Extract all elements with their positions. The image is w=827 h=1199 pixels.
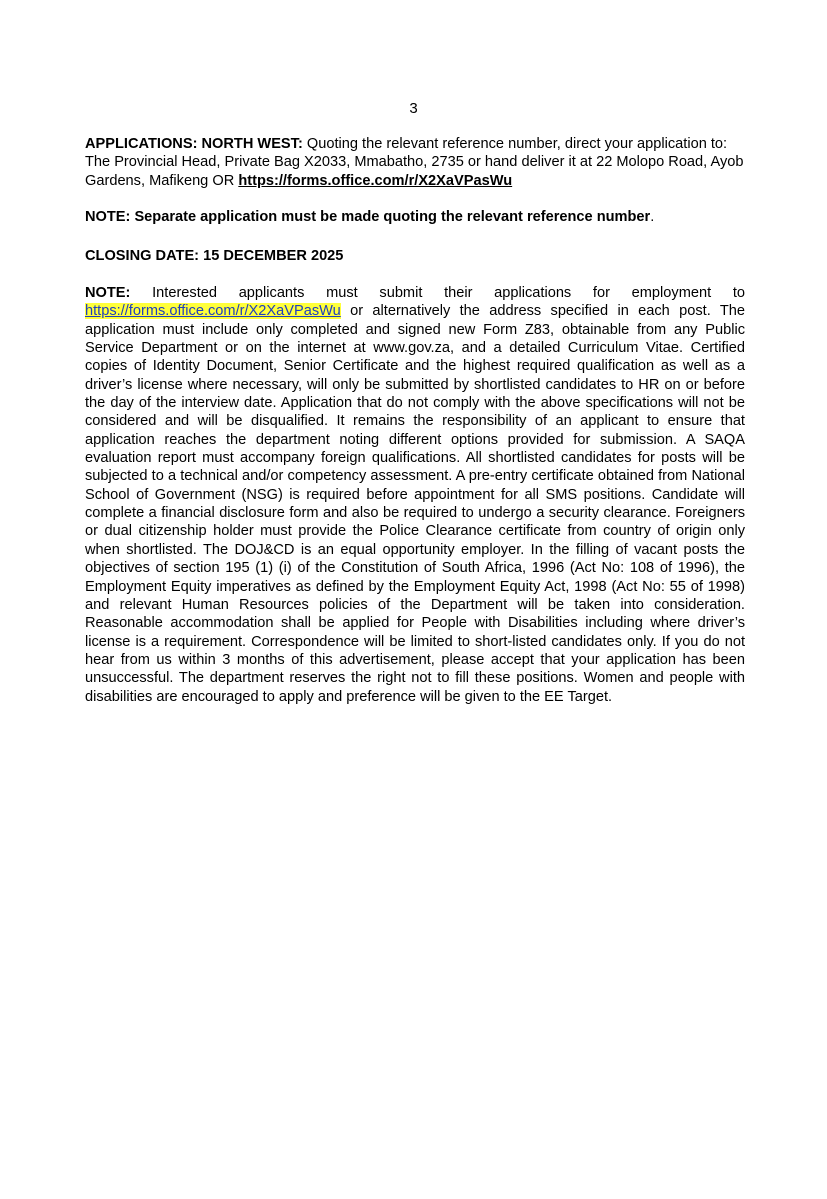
applicant-note-body: or alternatively the address specified in each post. The application must include only completed and signed new Form Z83, obtainable from any Public Service Department or on the internet at www.gov.za, and a detailed Curriculum Vitae. Certified copies of Identity Document, Senior Certificate and the highest required qualification as well as a driver’s license where necessary, will only be submitted by shortlisted candidates to HR on or before the day of the interview date. Application that do not comply with the above specifications will not be considered and will be disqualified. It remains the responsibility of an applicant to ensure that application reaches the department noting different options provided for submission. A SAQA evaluation report must accompany foreign qualifications. All shortlisted candidates for posts will be subjected to a technical and/or competency assessment. A pre-entry certificate obtained from National School of Government (NSG) is required before appointment for all SMS positions. Candidate will complete a financial disclosure form and also be required to undergo a security clearance. Foreigners or dual citizenship holder must provide the Police Clearance certificate from country of origin only when shortlisted. The DOJ&CD is an equal opportunity employer. In the filling of vacant posts the objectives of section 195 (1) (i) of the Constitution of South Africa, 1996 (Act No: 108 of 1996), the Employment Equity imperatives as defined by the Employment Equity Act, 1998 (Act No: 55 of 1998) and relevant Human Resources policies of the Department will be taken into consideration. Reasonable accommodation shall be applied for People with Disabilities including where driver’s license is a requirement. Correspondence will be limited to short-listed candidates only. If you do not hear from us within 3 months of this advertisement, please accept that your application has been unsuccessful. The department reserves the right not to fill these positions. Women and people with disabilities are encouraged to apply and preference will be given to the EE Target. — [85, 303, 745, 705]
closing-date: CLOSING DATE: 15 DECEMBER 2025 — [85, 248, 344, 264]
separate-application-note-text: NOTE: Separate application must be made quoting the relevant reference number — [85, 209, 651, 225]
separate-application-note-end: . — [650, 209, 655, 225]
applicant-note-intro: Interested applicants must submit their applications for employment to — [130, 285, 745, 301]
applicant-note-heading: NOTE: — [85, 285, 131, 301]
applications-heading: APPLICATIONS: NORTH WEST: — [85, 136, 303, 152]
applications-form-link[interactable]: https://forms.office.com/r/X2XaVPasWu — [238, 172, 513, 189]
applications-paragraph — [85, 135, 745, 190]
applicant-note-paragraph — [85, 284, 745, 706]
page-number: 3 — [409, 100, 418, 117]
applications-text: Quoting the relevant reference number, direct your application to: The Provincial Head, Private Bag X2033, Mmabatho, 2735 or hand deliver it at 22 Molopo Road, Ayob Gardens, Mafikeng OR — [85, 136, 744, 189]
separate-application-note — [85, 208, 745, 226]
applicant-note-form-link[interactable]: https://forms.office.com/r/X2XaVPasWu — [85, 303, 341, 320]
